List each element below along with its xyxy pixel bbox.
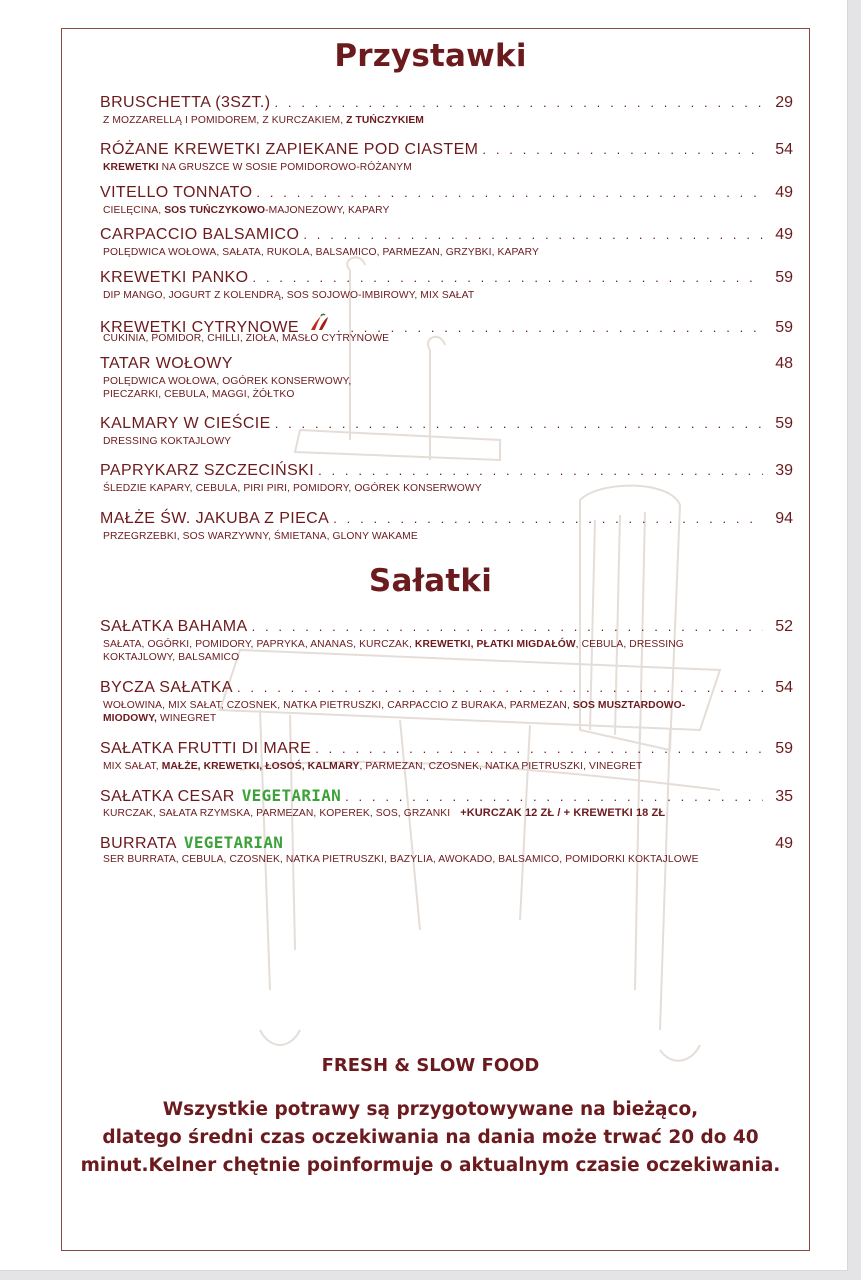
dot-leader (275, 416, 763, 430)
item-price: 49 (775, 184, 793, 201)
item-description: MIX SAŁAT, MAŁŻE, KREWETKI, ŁOSOŚ, KALMARY, PARMEZAN, CZOSNEK, NATKA PIETRUSZKI, VINEGRET (103, 761, 643, 772)
dot-leader (315, 741, 763, 755)
item-description: PRZEGRZEBKI, SOS WARZYWNY, ŚMIETANA, GLONY WAKAME (103, 531, 418, 542)
item-price: 49 (775, 835, 793, 852)
item-price: 49 (775, 226, 793, 243)
item-price: 48 (775, 355, 793, 372)
vegetarian-tag: VEGETARIAN (241, 786, 342, 805)
dot-leader (252, 619, 763, 633)
item-price: 35 (775, 788, 793, 805)
item-description: SER BURRATA, CEBULA, CZOSNEK, NATKA PIETRUSZKI, BAZYLIA, AWOKADO, BALSAMICO, POMIDORKI KOKTAJLOWE (103, 854, 699, 865)
dot-leader (318, 463, 763, 477)
menu-item (100, 184, 793, 218)
menu-item (100, 141, 793, 175)
item-description: WOŁOWINA, MIX SAŁAT, CZOSNEK, NATKA PIETRUSZKI, CARPACCIO Z BURAKA, PARMEZAN, SOS MUSZTARDOWO- MIODOWY, WINEGRET (103, 700, 686, 724)
item-description: KURCZAK, SAŁATA RZYMSKA, PARMEZAN, KOPEREK, SOS, GRZANKI +KURCZAK 12 ZŁ / + KREWETKI 18 ZŁ (103, 807, 666, 819)
item-name: KREWETKI CYTRYNOWE (100, 319, 299, 336)
item-name: BURRATA (100, 835, 177, 852)
item-name: CARPACCIO BALSAMICO (100, 226, 300, 243)
dot-leader (337, 320, 763, 334)
item-price: 54 (775, 679, 793, 696)
item-name: KREWETKI PANKO (100, 269, 249, 286)
menu-item (100, 510, 793, 544)
item-price: 59 (775, 269, 793, 286)
dot-leader (237, 680, 763, 694)
dot-leader (252, 270, 763, 284)
menu-item (100, 679, 793, 725)
item-name: BRUSCHETTA (3SZT.) (100, 94, 271, 111)
item-description: CUKINIA, POMIDOR, CHILLI, ZIOŁA, MASŁO CYTRYNOWE (103, 333, 390, 344)
item-description: CIELĘCINA, SOS TUŃCZYKOWO-MAJONEZOWY, KAPARY (103, 205, 390, 216)
item-name: MAŁŻE ŚW. JAKUBA Z PIECA (100, 510, 330, 527)
item-price: 29 (775, 94, 793, 111)
item-price: 59 (775, 740, 793, 757)
item-price: 39 (775, 462, 793, 479)
item-description: POLĘDWICA WOŁOWA, SAŁATA, RUKOLA, BALSAMICO, PARMEZAN, GRZYBKI, KAPARY (103, 247, 539, 258)
item-name: SAŁATKA FRUTTI DI MARE (100, 740, 312, 757)
item-price: 59 (775, 319, 793, 336)
item-name: SAŁATKA BAHAMA (100, 618, 248, 635)
item-description: DRESSING KOKTAJLOWY (103, 436, 232, 447)
footer-heading: FRESH & SLOW FOOD (321, 1055, 540, 1076)
dot-leader (256, 185, 763, 199)
item-name: SAŁATKA CESAR (100, 788, 235, 805)
dot-leader (345, 789, 763, 803)
item-name: VITELLO TONNATO (100, 184, 253, 201)
dot-leader (274, 95, 763, 109)
item-name: TATAR WOŁOWY (100, 355, 233, 372)
addon-prices: +KURCZAK 12 ZŁ / + KREWETKI 18 ZŁ (460, 807, 666, 819)
item-name: RÓŻANE KREWETKI ZAPIEKANE POD CIASTEM (100, 141, 479, 158)
item-description: POLĘDWICA WOŁOWA, OGÓREK KONSERWOWY, PIECZARKI, CEBULA, MAGGI, ŻÓŁTKO (103, 376, 352, 400)
item-price: 52 (775, 618, 793, 635)
menu-item (100, 312, 793, 346)
menu-item (100, 462, 793, 496)
dot-leader (303, 227, 763, 241)
section-title-appetizers: Przystawki (334, 38, 527, 74)
item-name: BYCZA SAŁATKA (100, 679, 233, 696)
item-price: 59 (775, 415, 793, 432)
menu-item (100, 94, 793, 128)
menu-item (100, 226, 793, 260)
menu-item (100, 786, 793, 821)
wait-time-notice: Wszystkie potrawy są przygotowywane na bieżąco, dlatego średni czas oczekiwania na dania może trwać 20 do 40 minut.Kelner chętnie poinformuje o aktualnym czasie oczekiwania. (80, 1099, 781, 1176)
item-name: PAPRYKARZ SZCZECIŃSKI (100, 462, 315, 479)
menu-item (100, 740, 793, 774)
chili-pepper-icon (307, 312, 333, 332)
section-title-salads: Sałatki (368, 563, 493, 599)
dot-leader (333, 511, 763, 525)
item-description: DIP MANGO, JOGURT Z KOLENDRĄ, SOS SOJOWO-IMBIROWY, MIX SAŁAT (103, 290, 475, 301)
menu-item (100, 833, 793, 867)
menu-item (100, 415, 793, 449)
item-description: KREWETKI NA GRUSZCE W SOSIE POMIDOROWO-RÓŻANYM (103, 162, 412, 173)
menu-item (100, 355, 793, 401)
menu-item (100, 618, 793, 664)
item-description: Z MOZZARELLĄ I POMIDOREM, Z KURCZAKIEM, Z TUŃCZYKIEM (103, 115, 424, 126)
item-price: 94 (775, 510, 793, 527)
menu-item (100, 269, 793, 303)
vegetarian-tag: VEGETARIAN (183, 833, 284, 852)
item-name: KALMARY W CIEŚCIE (100, 415, 271, 432)
dot-leader (482, 142, 763, 156)
item-description: SAŁATA, OGÓRKI, POMIDORY, PAPRYKA, ANANAS, KURCZAK, KREWETKI, PŁATKI MIGDAŁÓW, CEBULA, DRESSING KOKTAJLOWY, BALSAMICO (103, 639, 684, 663)
item-description: ŚLEDZIE KAPARY, CEBULA, PIRI PIRI, POMIDORY, OGÓREK KONSERWOWY (103, 483, 482, 494)
item-price: 54 (775, 141, 793, 158)
